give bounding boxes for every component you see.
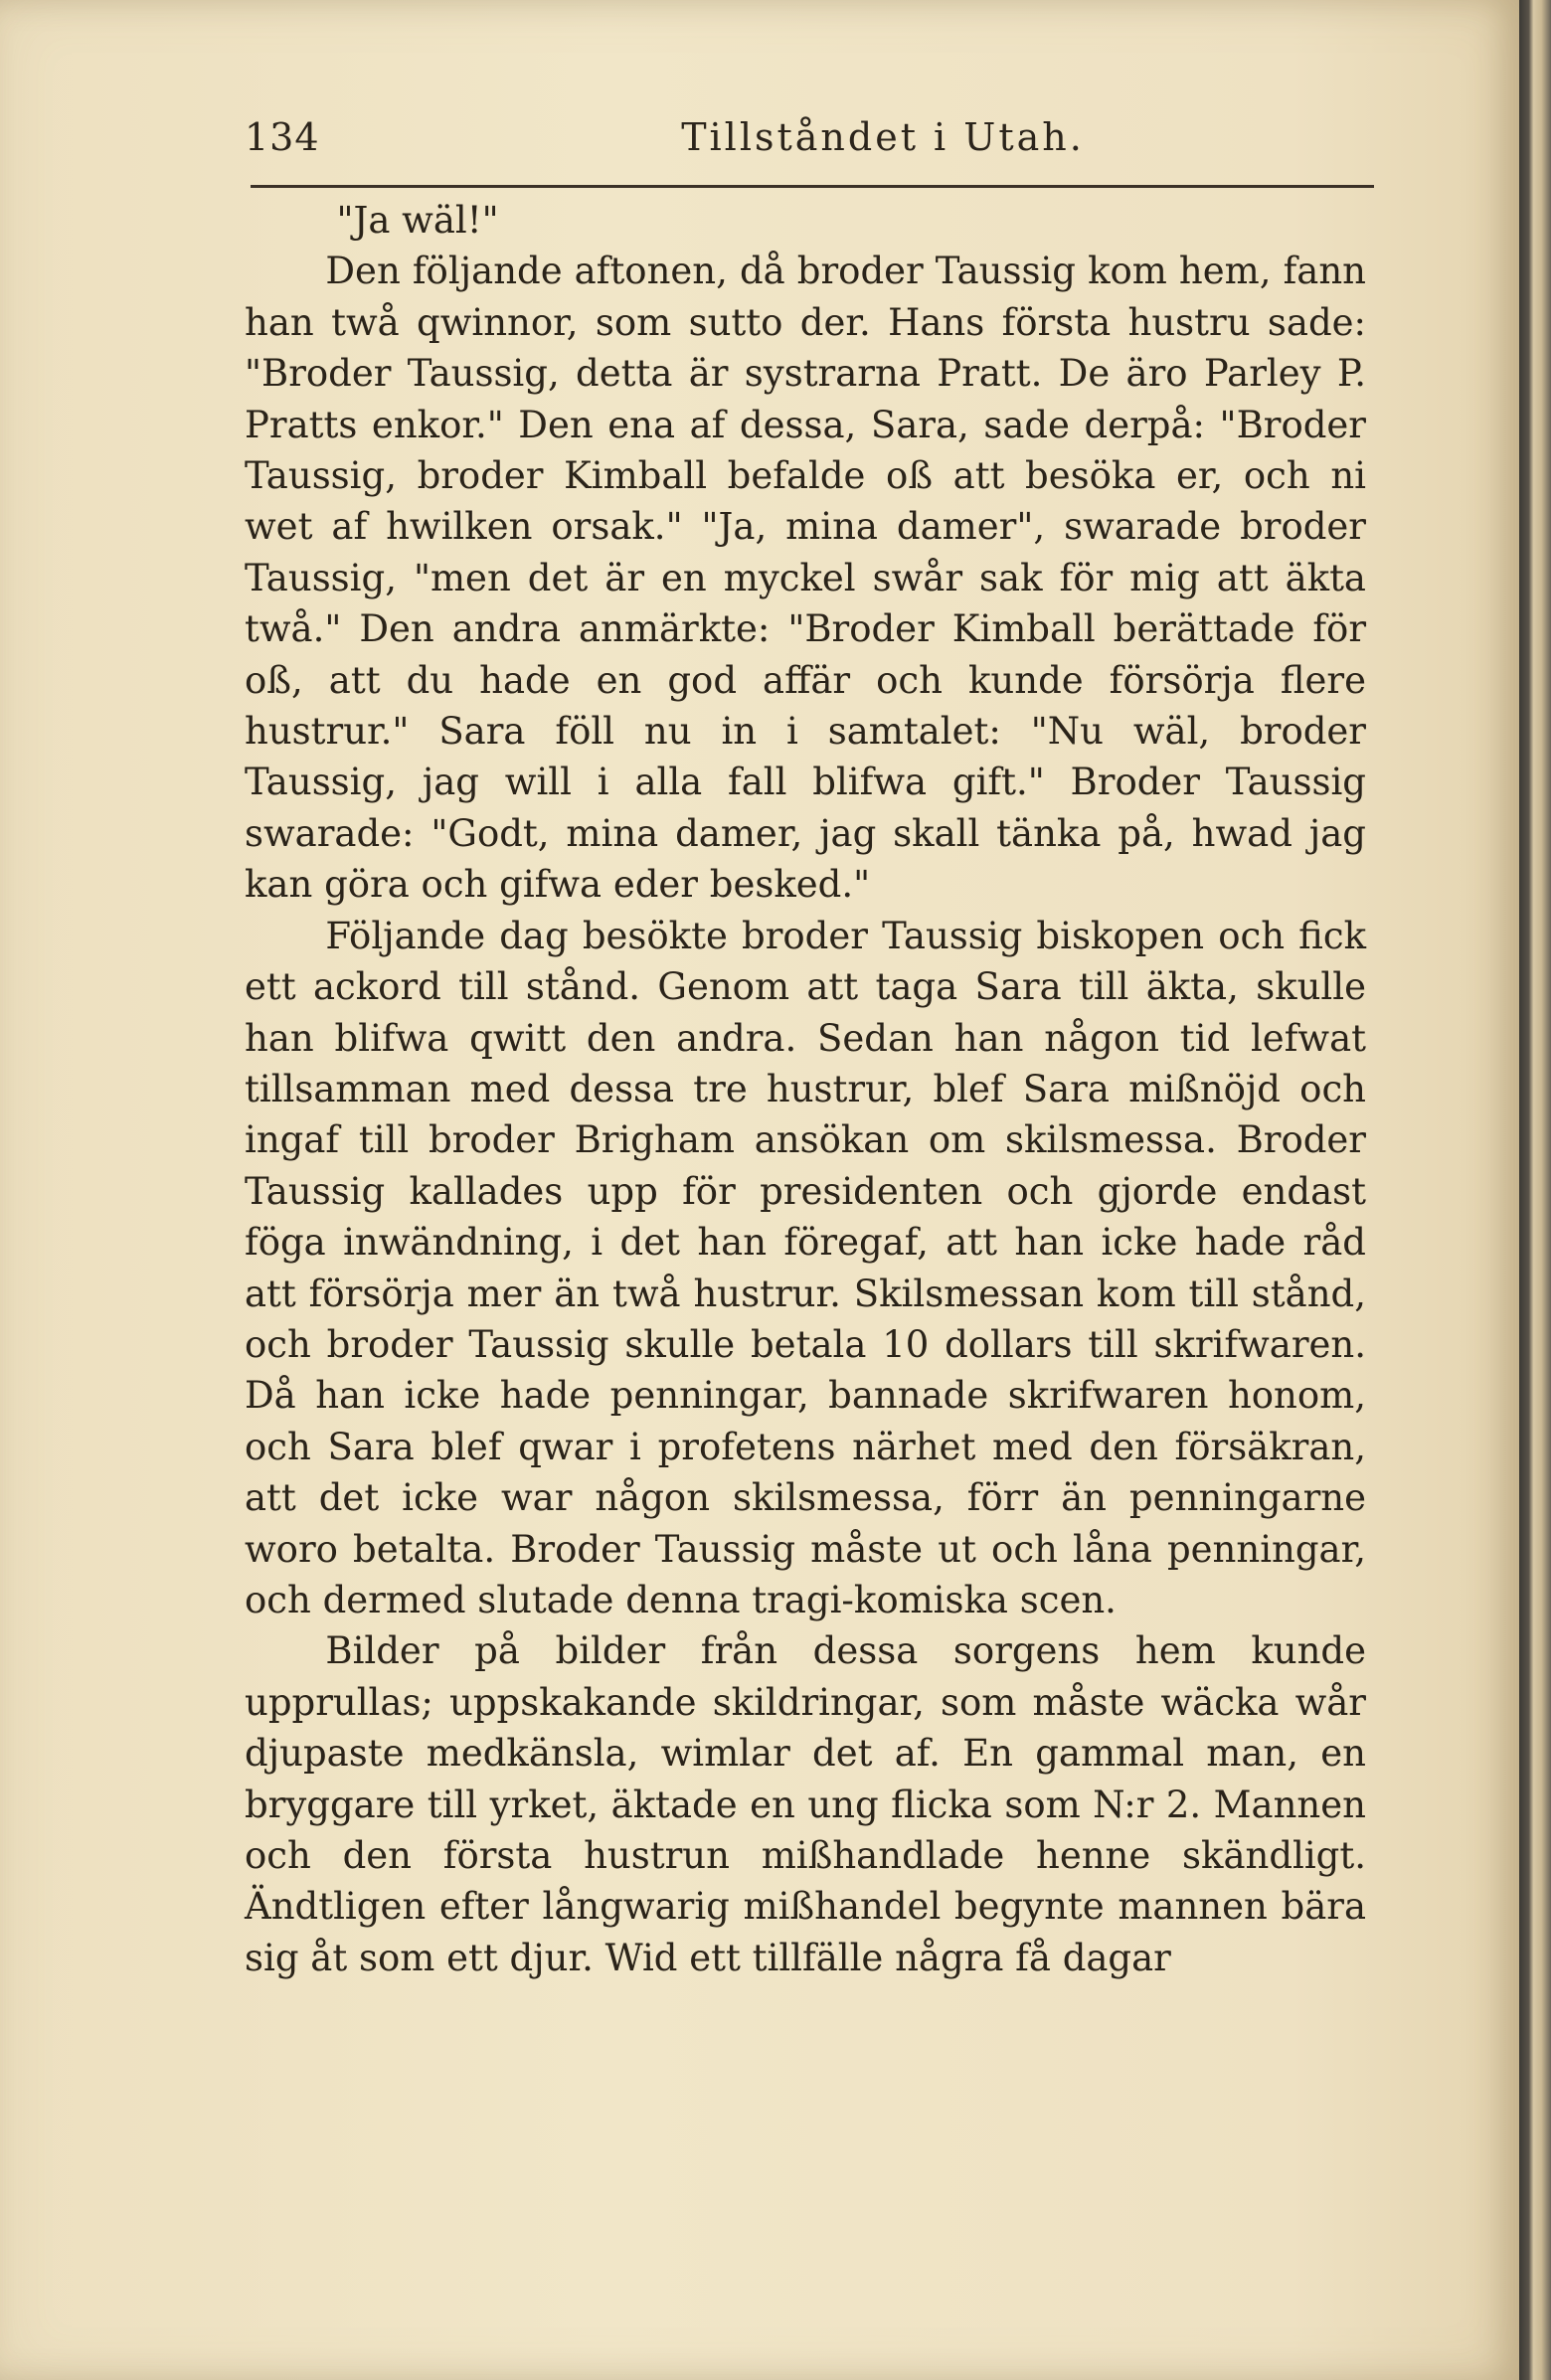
page-number: 134 (245, 115, 320, 159)
paragraph: Följande dag besökte broder Taussig biskopen och fick ett ackord till stånd. Genom att taga Sara till äkta, skulle han blifwa qwitt den andra. Sedan han någon tid lefwat tillsamman med dessa tre hustrur, blef Sara mißnöjd och ingaf till broder Brigham ansökan om skilsmessa. Broder Taussig kallades upp för presidenten och gjorde endast föga inwändning, i det han föregaf, att han icke hade råd att försörja mer än twå hustrur. Skilsmessan kom till stånd, och broder Taussig skulle betala 10 dollars till skrifwaren. Då han icke hade penningar, bannade skrifwaren honom, och Sara blef qwar i profetens närhet med den försäkran, att det icke war någon skilsmessa, förr än penningarne woro betalta. Broder Taussig måste ut och låna penningar, och dermed slutade denna tragi-komiska scen. (245, 914, 1366, 1621)
page-header (245, 107, 1372, 177)
paragraph: Bilder på bilder från dessa sorgens hem kunde upprullas; uppskakande skildringar, som måste wäcka wår djupaste medkänsla, wimlar det af. En gammal man, en bryggare till yrket, äktade en ung flicka som N:r 2. Mannen och den första hustrun mißhandlade henne skändligt. Ändtligen efter långwarig mißhandel begynte mannen bära sig åt som ett djur. Wid ett tillfälle några få dagar (245, 1629, 1366, 1979)
running-title: Tillståndet i Utah. (681, 115, 1085, 159)
header-rule (251, 185, 1374, 188)
book-edge (1519, 0, 1551, 2380)
paragraph: "Ja wäl!" (336, 199, 499, 242)
body-text (245, 195, 1366, 1983)
paragraph: Den följande aftonen, då broder Taussig kom hem, fann han twå qwinnor, som sutto der. Hans första hustru sade: "Broder Taussig, detta är systrarna Pratt. De äro Parley P. Pratts enkor." Den ena af dessa, Sara, sade derpå: "Broder Taussig, broder Kimball befalde oß att besöka er, och ni wet af hwilken orsak." "Ja, mina damer", swarade broder Taussig, "men det är en myckel swår sak för mig att äkta twå." Den andra anmärkte: "Broder Kimball berättade för oß, att du hade en god affär och kunde försörja flere hustrur." Sara föll nu in i samtalet: "Nu wäl, broder Taussig, jag will i alla fall blifwa gift." Broder Taussig swarade: "Godt, mina damer, jag skall tänka på, hwad jag kan göra och gifwa eder besked." (245, 250, 1366, 907)
